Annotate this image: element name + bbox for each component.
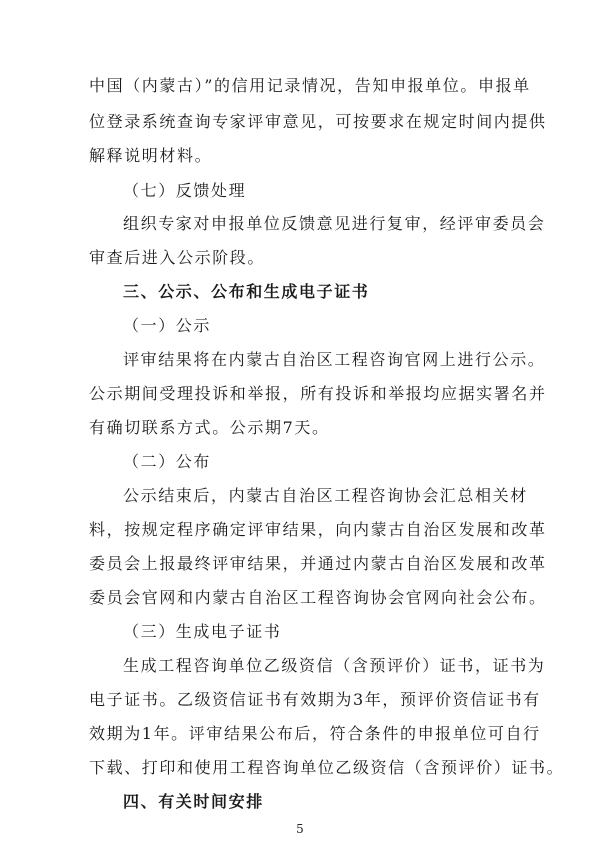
paragraph-line: 效期为1年。评审结果公布后，符合条件的申报单位可自行 — [89, 724, 541, 743]
paragraph-line: 料，按规定程序确定评审结果，向内蒙古自治区发展和改革 — [89, 520, 547, 539]
section-heading-7: （七）反馈处理 — [123, 181, 247, 200]
chapter-heading-3: 三、公示、公布和生成电子证书 — [123, 282, 370, 301]
paragraph-line: 生成工程咨询单位乙级资信（含预评价）证书，证书为 — [123, 656, 546, 675]
paragraph-line: 解释说明材料。 — [89, 146, 213, 165]
paragraph-line: 公示期间受理投诉和举报，所有投诉和举报均应据实署名并 — [89, 384, 547, 403]
paragraph-line: 有确切联系方式。公示期7天。 — [89, 418, 330, 437]
paragraph-line: 审查后进入公示阶段。 — [89, 248, 266, 267]
paragraph-line: 下载、打印和使用工程咨询单位乙级资信（含预评价）证书。 — [89, 758, 565, 777]
page-number: 5 — [296, 822, 304, 836]
paragraph-line: 位登录系统查询专家评审意见，可按要求在规定时间内提供 — [89, 112, 547, 131]
section-heading-1: （一）公示 — [123, 316, 212, 335]
paragraph-line: 中国（内蒙古）”的信用记录情况，告知申报单位。申报单 — [89, 76, 531, 95]
section-heading-3: （三）生成电子证书 — [123, 622, 282, 641]
paragraph-line: 电子证书。乙级资信证书有效期为3年，预评价资信证书有 — [89, 690, 541, 709]
chapter-heading-4: 四、有关时间安排 — [123, 792, 264, 811]
paragraph-line: 公示结束后，内蒙古自治区工程咨询协会汇总相关材 — [123, 486, 528, 505]
paragraph-line: 评审结果将在内蒙古自治区工程咨询官网上进行公示。 — [123, 350, 546, 369]
paragraph-line: 组织专家对申报单位反馈意见进行复审，经评审委员会 — [123, 214, 546, 233]
paragraph-line: 委员会官网和内蒙古自治区工程咨询协会官网向社会公布。 — [89, 588, 547, 607]
paragraph-line: 委员会上报最终评审结果，并通过内蒙古自治区发展和改革 — [89, 554, 547, 573]
section-heading-2: （二）公布 — [123, 452, 212, 471]
